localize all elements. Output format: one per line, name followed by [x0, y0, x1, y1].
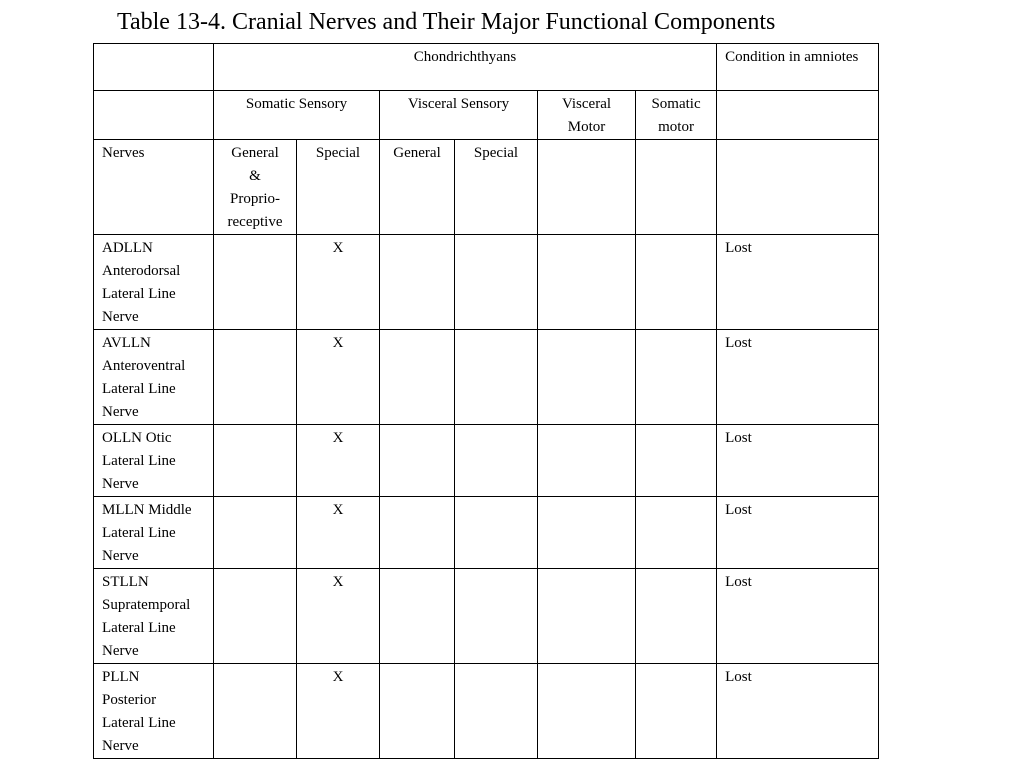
nerve-name: STLLN Supratemporal Lateral Line Nerve	[94, 569, 214, 664]
table-cell	[538, 425, 636, 497]
general-proprioceptive-header: General & Proprio- receptive	[214, 140, 297, 235]
table-cell	[214, 330, 297, 425]
visceral-motor-header: Visceral Motor	[538, 91, 636, 140]
special-mark: X	[297, 569, 380, 664]
table-cell	[455, 497, 538, 569]
table-cell	[636, 425, 717, 497]
blank-header-cell	[717, 91, 879, 140]
table-cell	[380, 235, 455, 330]
header-row-3	[94, 140, 879, 235]
table-cell	[636, 664, 717, 759]
cranial-nerves-table	[93, 43, 879, 759]
somatic-sensory-header: Somatic Sensory	[214, 91, 380, 140]
condition-value: Lost	[717, 569, 879, 664]
blank-header-cell	[94, 91, 214, 140]
visceral-sensory-header: Visceral Sensory	[380, 91, 538, 140]
table-cell	[538, 569, 636, 664]
table-cell	[214, 497, 297, 569]
table-row	[94, 330, 879, 425]
condition-value: Lost	[717, 664, 879, 759]
condition-value: Lost	[717, 425, 879, 497]
table-cell	[455, 569, 538, 664]
table-cell	[214, 235, 297, 330]
condition-value: Lost	[717, 497, 879, 569]
blank-header-cell	[717, 140, 879, 235]
nerve-name: AVLLN Anteroventral Lateral Line Nerve	[94, 330, 214, 425]
table-cell	[214, 664, 297, 759]
table-row	[94, 664, 879, 759]
special-somatic-header: Special	[297, 140, 380, 235]
blank-header-cell	[636, 140, 717, 235]
nerve-name: OLLN Otic Lateral Line Nerve	[94, 425, 214, 497]
special-mark: X	[297, 330, 380, 425]
table-title: Table 13-4. Cranial Nerves and Their Major Functional Components	[117, 9, 776, 35]
special-mark: X	[297, 425, 380, 497]
table-cell	[538, 235, 636, 330]
table-cell	[380, 497, 455, 569]
special-mark: X	[297, 497, 380, 569]
table-row	[94, 497, 879, 569]
nerve-name: ADLLN Anterodorsal Lateral Line Nerve	[94, 235, 214, 330]
table-cell	[636, 569, 717, 664]
table-cell	[538, 497, 636, 569]
table-cell	[455, 330, 538, 425]
special-mark: X	[297, 664, 380, 759]
condition-value: Lost	[717, 235, 879, 330]
table-row	[94, 569, 879, 664]
nerve-name: PLLN Posterior Lateral Line Nerve	[94, 664, 214, 759]
header-row-1	[94, 44, 879, 91]
condition-value: Lost	[717, 330, 879, 425]
nerves-header: Nerves	[94, 140, 214, 235]
table-cell	[636, 497, 717, 569]
somatic-motor-header: Somatic motor	[636, 91, 717, 140]
table-cell	[380, 569, 455, 664]
group-header: Chondrichthyans	[214, 44, 717, 91]
table-cell	[636, 235, 717, 330]
table-cell	[455, 425, 538, 497]
table-cell	[636, 330, 717, 425]
table-cell	[455, 664, 538, 759]
nerve-name: MLLN Middle Lateral Line Nerve	[94, 497, 214, 569]
header-row-2	[94, 91, 879, 140]
table-cell	[455, 235, 538, 330]
table-cell	[380, 330, 455, 425]
table-row	[94, 235, 879, 330]
table-cell	[380, 425, 455, 497]
table-cell	[538, 330, 636, 425]
table-cell	[214, 569, 297, 664]
general-visceral-header: General	[380, 140, 455, 235]
special-visceral-header: Special	[455, 140, 538, 235]
special-mark: X	[297, 235, 380, 330]
table-cell	[380, 664, 455, 759]
blank-header-cell	[538, 140, 636, 235]
table-cell	[214, 425, 297, 497]
table-row	[94, 425, 879, 497]
table-cell	[538, 664, 636, 759]
blank-header-cell	[94, 44, 214, 91]
condition-header: Condition in amniotes	[717, 44, 879, 91]
